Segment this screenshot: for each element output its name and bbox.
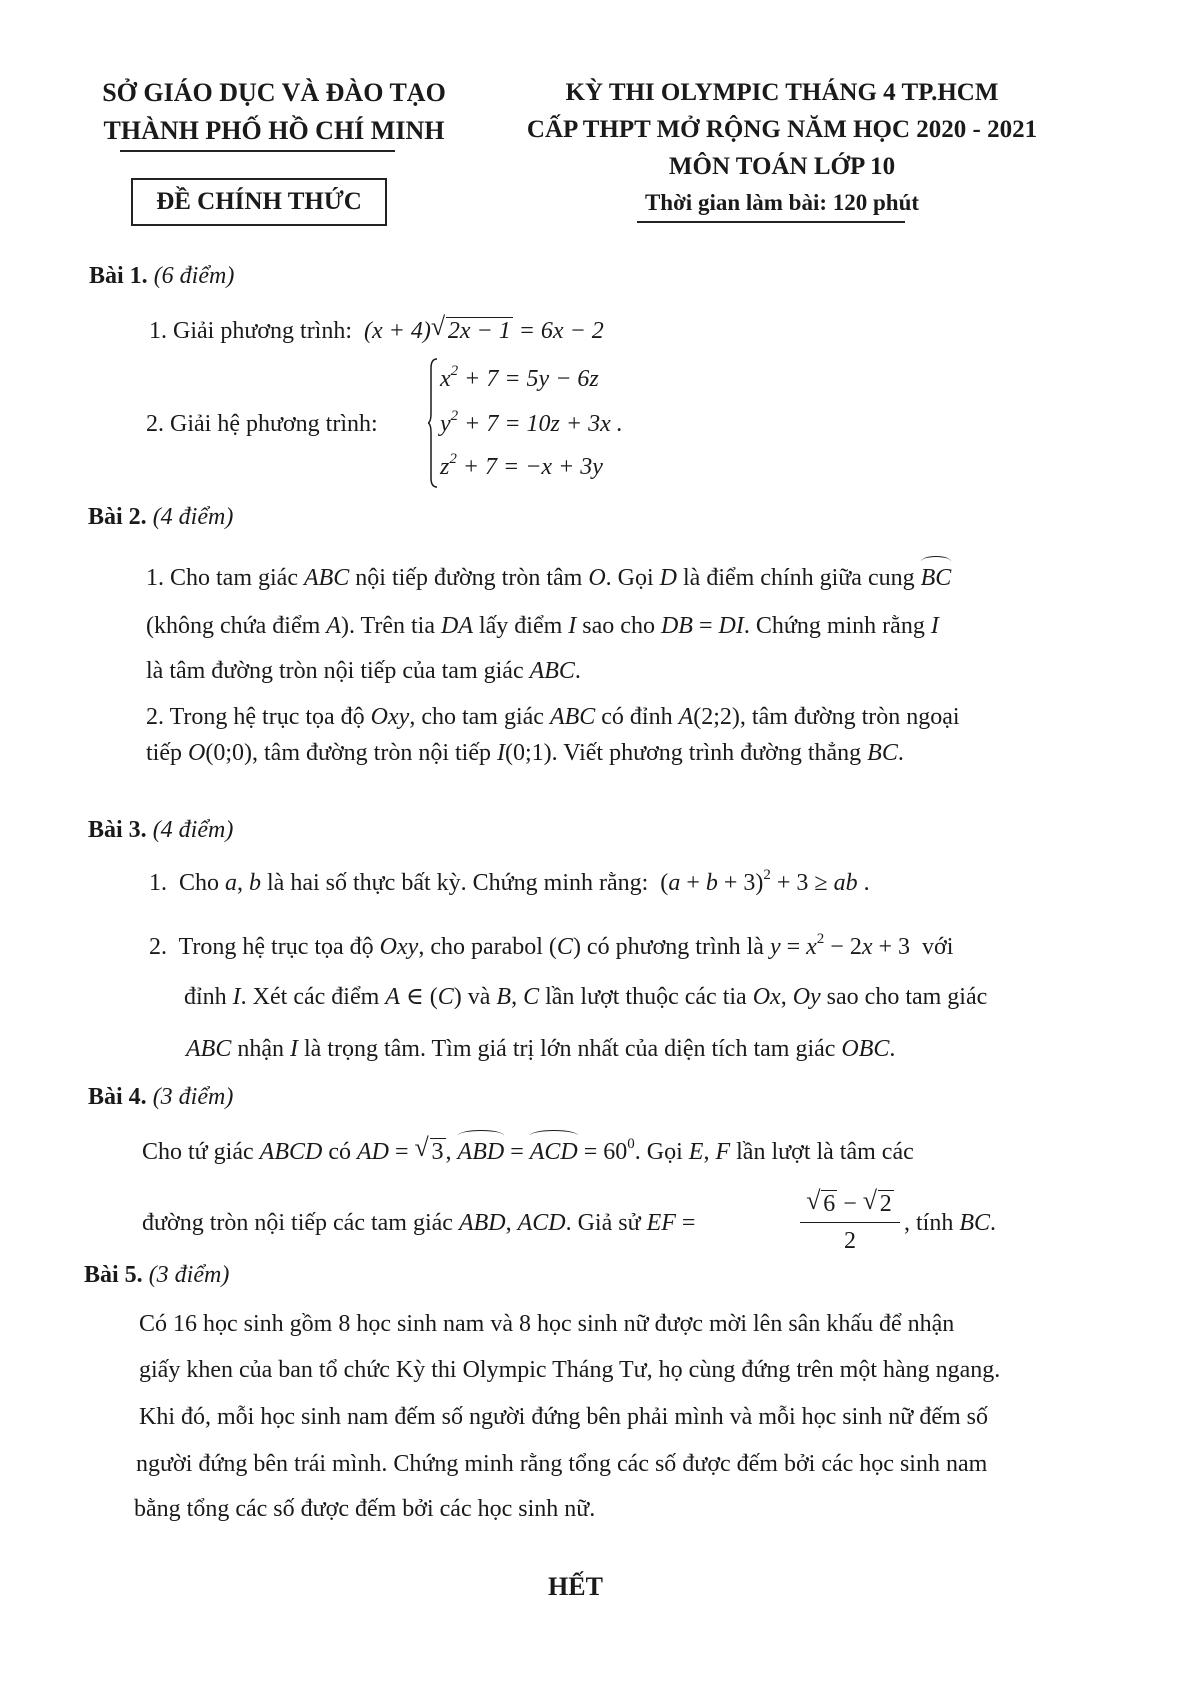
bai5-points: (3 điểm) <box>148 1262 230 1288</box>
bai2-title: Bài 2. <box>88 504 147 530</box>
system-brace-icon <box>428 358 438 488</box>
exam-title-line-1: KỲ THI OLYMPIC THÁNG 4 TP.HCM <box>565 79 999 106</box>
bai2-q2-line2: tiếp O(0;0), tâm đường tròn nội tiếp I(0;1). Viết phương trình đường thẳng BC. <box>146 740 904 766</box>
bai5-line4: người đứng bên trái mình. Chứng minh rằng tổng các số được đếm bởi các học sinh nam <box>136 1451 988 1477</box>
bai5-line2: giấy khen của ban tổ chức Kỳ thi Olympic Tháng Tư, họ cùng đứng trên một hàng ngang. <box>139 1357 1001 1383</box>
bai4-line1: Cho tứ giác ABCD có AD = √ 3, ABD = ACD = $60^0$. Gọi E, F lần lượt là tâm các <box>142 1133 914 1165</box>
exam-title-line-2: CẤP THPT MỞ RỘNG NĂM HỌC 2020 - 2021 <box>526 116 1038 143</box>
bai1-q1-equation: (x + 4) √ 2x − 1 = 6x − 2 <box>358 312 604 344</box>
bai5-title: Bài 5. <box>84 1262 143 1288</box>
bai2-points: (4 điểm) <box>152 504 234 530</box>
bai5-line1: Có 16 học sinh gồm 8 học sinh nam và 8 học sinh nữ được mời lên sân khấu để nhận <box>139 1311 955 1337</box>
department-line-2: THÀNH PHỐ HỒ CHÍ MINH <box>103 116 445 145</box>
official-badge: ĐỀ CHÍNH THỨC <box>131 178 387 226</box>
bai3-title: Bài 3. <box>88 817 147 843</box>
bai1-heading <box>89 261 234 291</box>
header-rule-right <box>637 221 905 223</box>
bai4-frac-numerator: √ 6 − √ 2 <box>806 1186 892 1217</box>
bai1-q1 <box>149 312 604 346</box>
bai3-heading <box>88 815 233 845</box>
exam-subject: MÔN TOÁN LỚP 10 <box>668 153 896 180</box>
bai2-q1-line3: là tâm đường tròn nội tiếp của tam giác ABC. <box>146 658 581 684</box>
bai4-frac-denominator: 2 <box>844 1228 856 1254</box>
bai1-title: Bài 1. <box>89 263 148 289</box>
exam-header <box>508 74 1056 221</box>
bai2-q2-line1: 2. Trong hệ trục tọa độ Oxy, cho tam giác ABC có đỉnh A(2;2), tâm đường tròn ngoại <box>146 704 960 730</box>
bai2-q1-line1: 1. Cho tam giác ABC nội tiếp đường tròn tâm O. Gọi D là điểm chính giữa cung BC <box>146 565 952 591</box>
department-header <box>88 74 460 150</box>
bai4-line2-end: , tính BC. <box>904 1210 997 1236</box>
bai5-line5: bằng tổng các số được đếm bởi các học sinh nữ. <box>134 1496 596 1522</box>
bai1-q2-eq2: $y^2 + 7 = 10z + 3x$ . <box>440 408 623 437</box>
bai1-q2-label: 2. Giải hệ phương trình: <box>146 411 378 437</box>
bai4-points: (3 điểm) <box>152 1084 234 1110</box>
department-line-1: SỞ GIÁO DỤC VÀ ĐÀO TẠO <box>102 78 446 107</box>
end-marker: HẾT <box>548 1572 603 1601</box>
bai4-title: Bài 4. <box>88 1084 147 1110</box>
bai3-q2-line1: 2. Trong hệ trục tọa độ Oxy, cho parabol (C) có phương trình là $y = x^2 - 2x + 3$ với <box>149 931 954 960</box>
bai2-heading <box>88 502 233 532</box>
bai1-q1-label: 1. Giải phương trình: <box>149 318 353 344</box>
bai3-q2-line2: đỉnh I. Xét các điểm A ∈ (C) và B, C lần lượt thuộc các tia Ox, Oy sao cho tam giác <box>184 984 988 1010</box>
bai3-points: (4 điểm) <box>152 817 234 843</box>
header-rule-left <box>120 150 395 152</box>
bai3-q2-line3: ABC nhận I là trọng tâm. Tìm giá trị lớn nhất của diện tích tam giác OBC. <box>186 1036 896 1062</box>
bai1-q2-eq3: $z^2 + 7 = -x + 3y$ <box>440 451 603 480</box>
bai1-q2-eq1: $x^2 + 7 = 5y - 6z$ <box>440 363 599 392</box>
exam-time: Thời gian làm bài: 120 phút <box>644 190 920 215</box>
bai4-heading <box>88 1082 233 1112</box>
bai5-line3: Khi đó, mỗi học sinh nam đếm số người đứng bên phải mình và mỗi học sinh nữ đếm số <box>139 1404 988 1430</box>
bai3-q1: 1. Cho a, b là hai số thực bất kỳ. Chứng minh rằng: $(a + b + 3)^2 + 3$ ≥ ab . <box>149 867 870 896</box>
bai4-line2: đường tròn nội tiếp các tam giác ABD, ACD. Giả sử EF = <box>142 1210 696 1236</box>
bai2-q1-line2: (không chứa điểm A). Trên tia DA lấy điểm I sao cho DB = DI. Chứng minh rằng I <box>146 613 939 639</box>
bai5-heading <box>84 1260 229 1290</box>
bai1-points: (6 điểm) <box>153 263 235 289</box>
bai4-frac-line <box>800 1222 900 1223</box>
